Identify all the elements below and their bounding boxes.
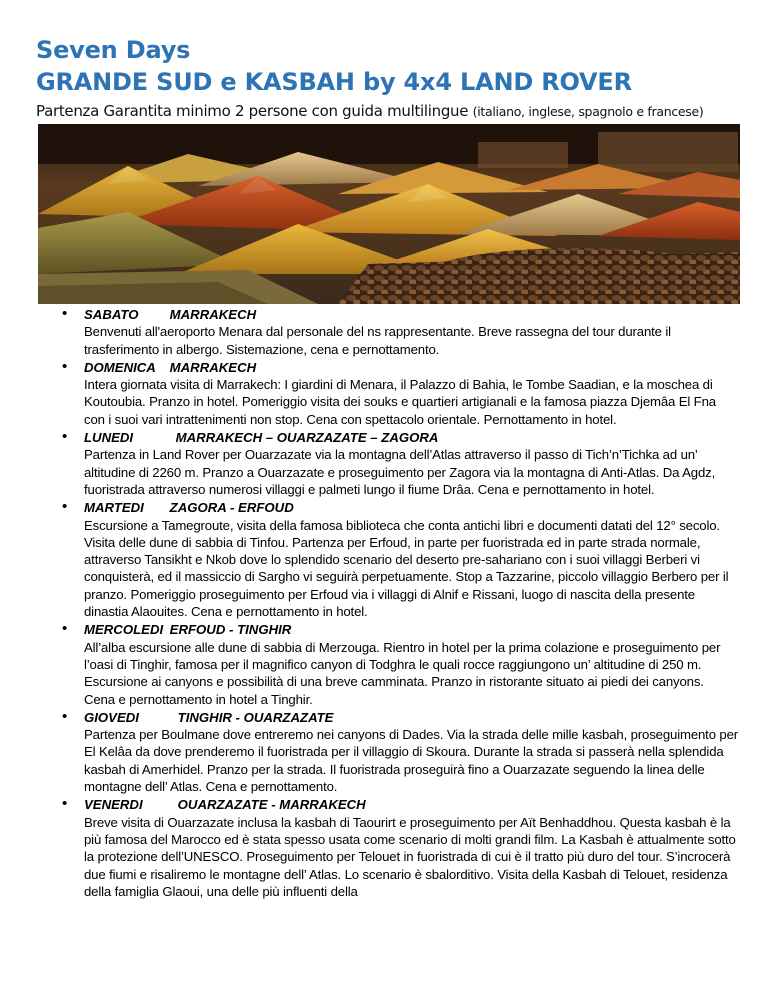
- title-line-2: GRANDE SUD e KASBAH by 4x4 LAND ROVER: [36, 68, 632, 96]
- day-route: ERFOUD - TINGHIR: [169, 622, 292, 638]
- day-heading: [84, 499, 738, 516]
- day-route: TINGHIR - OUARZAZATE: [177, 709, 334, 725]
- subtitle-languages: (italiano, inglese, spagnolo e francese): [472, 104, 704, 119]
- bullet-icon: •: [62, 795, 68, 813]
- day-name: MARTEDI: [84, 500, 144, 516]
- day-heading: [84, 429, 738, 446]
- day-description: Partenza in Land Rover per Ouarzazate via la montagna dell’Atlas attraverso il passo di Tich’n’Tichka ad un’ altitudine di 2260 m. Pranzo a Ouarzazate e proseguimento per Zagora via la montagna di Anti-Atlas. Da Agdz, fuoristrada attraverso numerosi villaggi e palmeti lungo il fiume Drâa. Cena e pernottamento in hotel.: [84, 447, 716, 497]
- day-item: [38, 621, 738, 707]
- day-item: [38, 429, 738, 498]
- day-heading: [84, 709, 738, 726]
- day-route: MARRAKECH: [169, 307, 257, 322]
- day-heading: [84, 306, 738, 323]
- title-line-1: Seven Days: [36, 36, 191, 64]
- itinerary-list: [38, 306, 738, 901]
- day-item: [38, 499, 738, 620]
- day-name: MERCOLEDI: [84, 622, 164, 638]
- day-route: ZAGORA - ERFOUD: [169, 500, 294, 516]
- day-name: SABATO: [84, 307, 139, 322]
- bullet-icon: •: [62, 357, 68, 375]
- day-description: Escursione a Tamegroute, visita della famosa biblioteca che conta antichi libri e documenti datati del 12° secolo. Visita delle dune di sabbia di Tinfou. Partenza per Erfoud, in parte per fuoristrada ed in parte strada normale, attraverso Tansikht e Nkob dove lo splendido scenario del deserto pre-sahariano con i suoi villaggi Berberi vi conquisterà, ed il massiccio di Sargho vi seguirà perpetuamente. Stop a Tazzarine, piccolo villaggio Berbero per il pranzo. Pomeriggio proseguimento per Erfoud via i villaggi di Alnif e Rissani, luogo di nascita della presente dinastia Alaouites. Cena e pernottamento in hotel.: [84, 517, 729, 620]
- day-route: OUARZAZATE - MARRAKECH: [177, 797, 366, 813]
- day-heading: [84, 796, 738, 813]
- day-name: GIOVEDI: [84, 709, 139, 725]
- day-heading: [84, 359, 738, 376]
- subtitle: [36, 102, 703, 120]
- day-description: All’alba escursione alle dune di sabbia di Merzouga. Rientro in hotel per la prima colazione e proseguimento per l’oasi di Tinghir, famosa per il magnifico canyon di Todghra le quali rocce raggiungono un’ altitudine di 250 m. Escursione ai canyons e possibilità di una breve camminata. Pranzo in ristorante situato ai piedi dei canyons. Cena e pernottamento in hotel a Tinghir.: [84, 639, 721, 707]
- bullet-icon: •: [62, 707, 68, 725]
- day-name: LUNEDI: [84, 430, 134, 446]
- day-name: DOMENICA: [84, 359, 156, 375]
- subtitle-main: Partenza Garantita minimo 2 persone con guida multilingue: [36, 102, 469, 120]
- day-description: Benvenuti all'aeroporto Menara dal personale del ns rappresentante. Breve rassegna del tour durante il trasferimento in albergo. Sistemazione, cena e pernottamento.: [84, 324, 671, 357]
- day-route: MARRAKECH: [169, 359, 257, 375]
- day-route: MARRAKECH – OUARZAZATE – ZAGORA: [175, 430, 439, 446]
- bullet-icon: •: [62, 498, 68, 516]
- day-item: [38, 709, 738, 795]
- bullet-icon: •: [62, 620, 68, 638]
- bullet-icon: •: [62, 305, 68, 322]
- day-name: VENERDI: [84, 797, 143, 813]
- day-item: [38, 359, 738, 428]
- day-heading: [84, 621, 738, 638]
- spice-market-photo: [38, 124, 740, 304]
- day-item: [38, 796, 738, 900]
- day-description: Intera giornata visita di Marrakech: I giardini di Menara, il Palazzo di Bahia, le Tombe Saadian, e la moschea di Koutoubia. Pranzo in hotel. Pomeriggio visita dei souks e quartieri artigianali e la famosa piazza Djemâa El Fna con i suoi vari intrattenimenti non stop. Cena con spettacolo orientale. Pernottamento in hotel.: [84, 377, 716, 427]
- day-item: [38, 306, 738, 358]
- day-description: Partenza per Boulmane dove entreremo nei canyons di Dades. Via la strada delle mille kasbah, proseguimento per El Kelâa da dove prenderemo il fuoristrada per il villaggio di Skoura. Durante la strada si passerà nella splendida kasbah di Amerhidel. Pranzo per la strada. Il fuoristrada proseguirà fino a Ouarzazate seguendo la linea delle montagne dell’ Atlas. Cena e pernottamento.: [84, 727, 739, 795]
- bullet-icon: •: [62, 428, 68, 446]
- day-description: Breve visita di Ouarzazate inclusa la kasbah di Taourirt e proseguimento per Aït Benhaddhou. Questa kasbah è la più famosa del Marocco ed è stata spesso usata come scenario di molti grandi film. La Kasbah è attualmente sotto la protezione dell’UNESCO. Proseguimento per Telouet in fuoristrada di cui è il tratto più duro del tour. S’incrocerà due fiumi e risaliremo le montagne dell’ Atlas. Lo scenario è sbalorditivo. Visita della Kasbah di Telouet, residenza della famiglia Glaoui, una delle più influenti della: [84, 814, 736, 899]
